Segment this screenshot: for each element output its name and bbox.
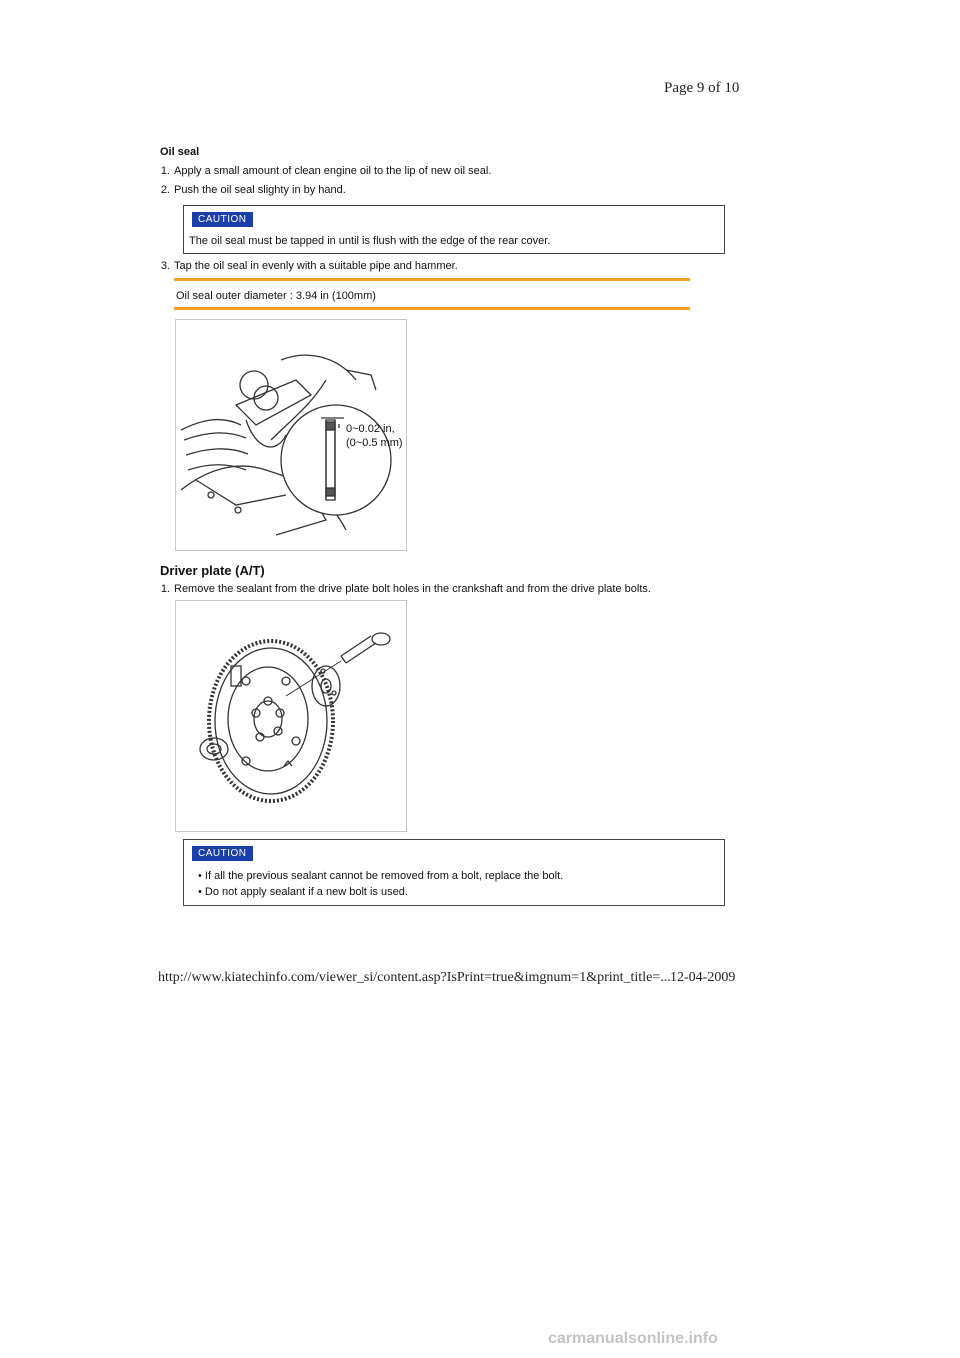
step-text: Tap the oil seal in evenly with a suitable pipe and hammer. xyxy=(174,260,458,272)
oil-seal-step-3 xyxy=(156,260,458,272)
spec-rule-bottom xyxy=(174,307,690,310)
page-number: Page 9 of 10 xyxy=(664,80,740,96)
section-title-oil-seal: Oil seal xyxy=(160,146,200,158)
step-text: Remove the sealant from the drive plate bolt holes in the crankshaft and from the drive plate bolts. xyxy=(174,583,651,595)
caution-item-1: • If all the previous sealant cannot be removed from a bolt, replace the bolt. xyxy=(198,870,564,882)
driver-plate-figure xyxy=(175,600,407,832)
footer-url: http://www.kiatechinfo.com/viewer_si/content.asp?IsPrint=true&imgnum=1&print_title=... xyxy=(158,970,671,985)
dimension-label-in: 0~0.02 in, xyxy=(346,423,395,435)
oil-seal-illustration xyxy=(176,320,406,550)
driver-plate-illustration xyxy=(176,601,406,831)
caution-label: CAUTION xyxy=(192,212,253,227)
section-title-driver-plate: Driver plate (A/T) xyxy=(160,563,265,578)
step-text: Apply a small amount of clean engine oil to the lip of new oil seal. xyxy=(174,165,492,177)
step-number: 1. xyxy=(160,583,170,595)
step-number: 2. xyxy=(160,184,170,196)
caution-item-2: • Do not apply sealant if a new bolt is used. xyxy=(198,886,408,898)
spec-rule-top xyxy=(174,278,690,281)
oil-seal-step-1 xyxy=(156,165,491,177)
oil-seal-step-2 xyxy=(156,184,346,196)
caution-text: The oil seal must be tapped in until is flush with the edge of the rear cover. xyxy=(189,235,551,247)
step-number: 1. xyxy=(160,165,170,177)
caution-label: CAUTION xyxy=(192,846,253,861)
step-text: Push the oil seal slighty in by hand. xyxy=(174,184,346,196)
oil-seal-figure xyxy=(175,319,407,551)
footer-date: 12-04-2009 xyxy=(670,970,736,985)
caution-box-oil-seal xyxy=(183,205,725,254)
caution-box-driver-plate xyxy=(183,839,725,906)
watermark: carmanualsonline.info xyxy=(548,1330,718,1347)
step-number: 3. xyxy=(160,260,170,272)
oil-seal-spec: Oil seal outer diameter : 3.94 in (100mm) xyxy=(176,290,376,302)
driver-plate-step-1 xyxy=(156,583,651,595)
dimension-label-mm: (0~0.5 mm) xyxy=(346,437,403,449)
